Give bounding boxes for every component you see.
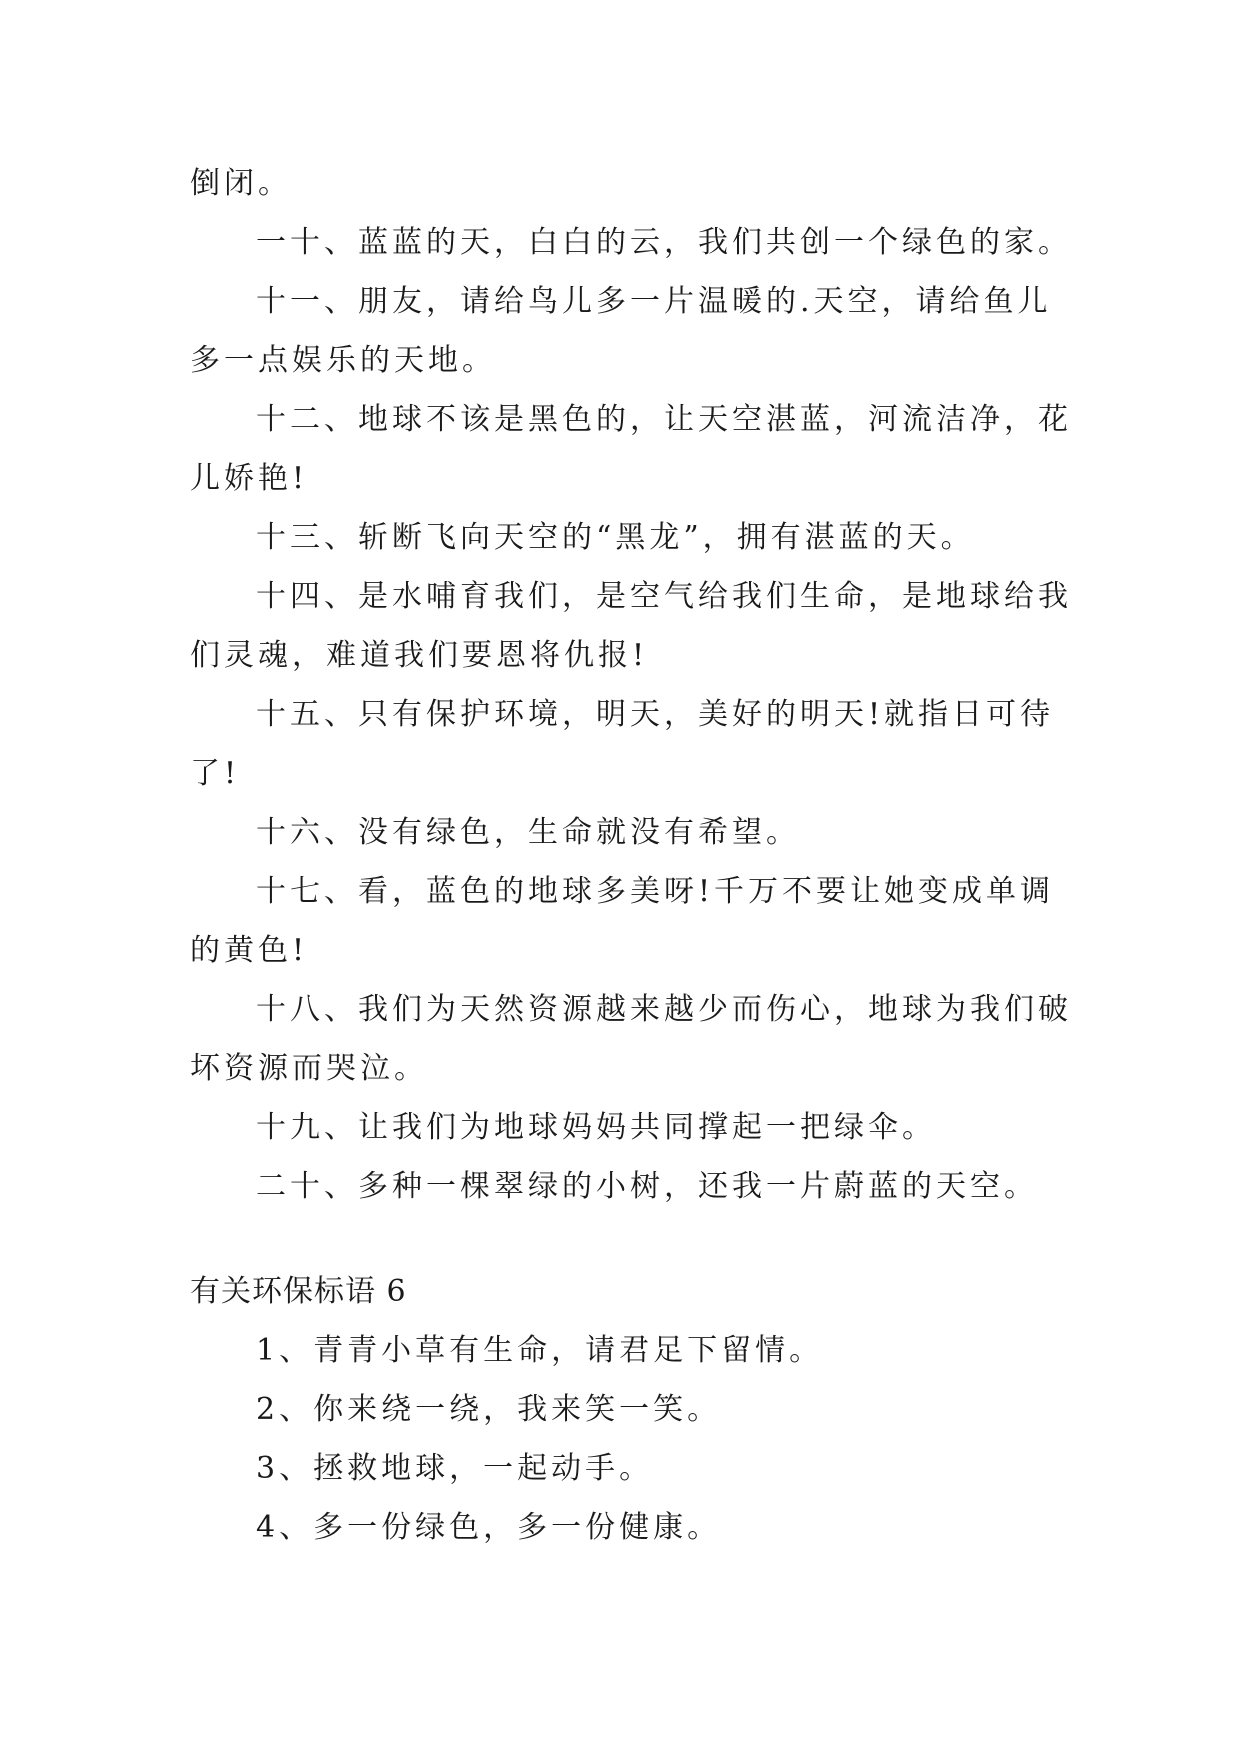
slogan-15-continued: 了! — [190, 756, 241, 791]
slogan-10: 一十、蓝蓝的天，白白的云，我们共创一个绿色的家。 — [256, 225, 1072, 260]
slogan-12: 十二、地球不该是黑色的，让天空湛蓝，河流洁净，花 — [256, 402, 1072, 437]
text-line: 倒闭。 — [190, 166, 292, 201]
slogan-18-continued: 坏资源而哭泣。 — [190, 1051, 428, 1086]
slogan-19: 十九、让我们为地球妈妈共同撑起一把绿伞。 — [256, 1110, 936, 1145]
slogan-17: 十七、看，蓝色的地球多美呀!千万不要让她变成单调 — [256, 874, 1055, 909]
list-item: 1、青青小草有生命，请君足下留情。 — [256, 1333, 824, 1368]
list-item: 2、你来绕一绕，我来笑一笑。 — [256, 1392, 722, 1427]
slogan-13: 十三、斩断飞向天空的“黑龙”，拥有湛蓝的天。 — [256, 520, 975, 555]
slogan-11-continued: 多一点娱乐的天地。 — [190, 343, 496, 378]
section-heading: 有关环保标语 6 — [190, 1274, 407, 1309]
slogan-17-continued: 的黄色! — [190, 933, 309, 968]
slogan-15: 十五、只有保护环境，明天，美好的明天!就指日可待 — [256, 697, 1055, 732]
slogan-11: 十一、朋友，请给鸟儿多一片温暖的.天空，请给鱼儿 — [256, 284, 1052, 319]
slogan-14-continued: 们灵魂，难道我们要恩将仇报! — [190, 638, 649, 673]
slogan-18: 十八、我们为天然资源越来越少而伤心，地球为我们破 — [256, 992, 1072, 1027]
list-item: 3、拯救地球，一起动手。 — [256, 1451, 654, 1486]
list-item: 4、多一份绿色，多一份健康。 — [256, 1510, 722, 1545]
slogan-16: 十六、没有绿色，生命就没有希望。 — [256, 815, 800, 850]
slogan-20: 二十、多种一棵翠绿的小树，还我一片蔚蓝的天空。 — [256, 1169, 1038, 1204]
slogan-14: 十四、是水哺育我们，是空气给我们生命，是地球给我 — [256, 579, 1072, 614]
slogan-12-continued: 儿娇艳! — [190, 461, 309, 496]
